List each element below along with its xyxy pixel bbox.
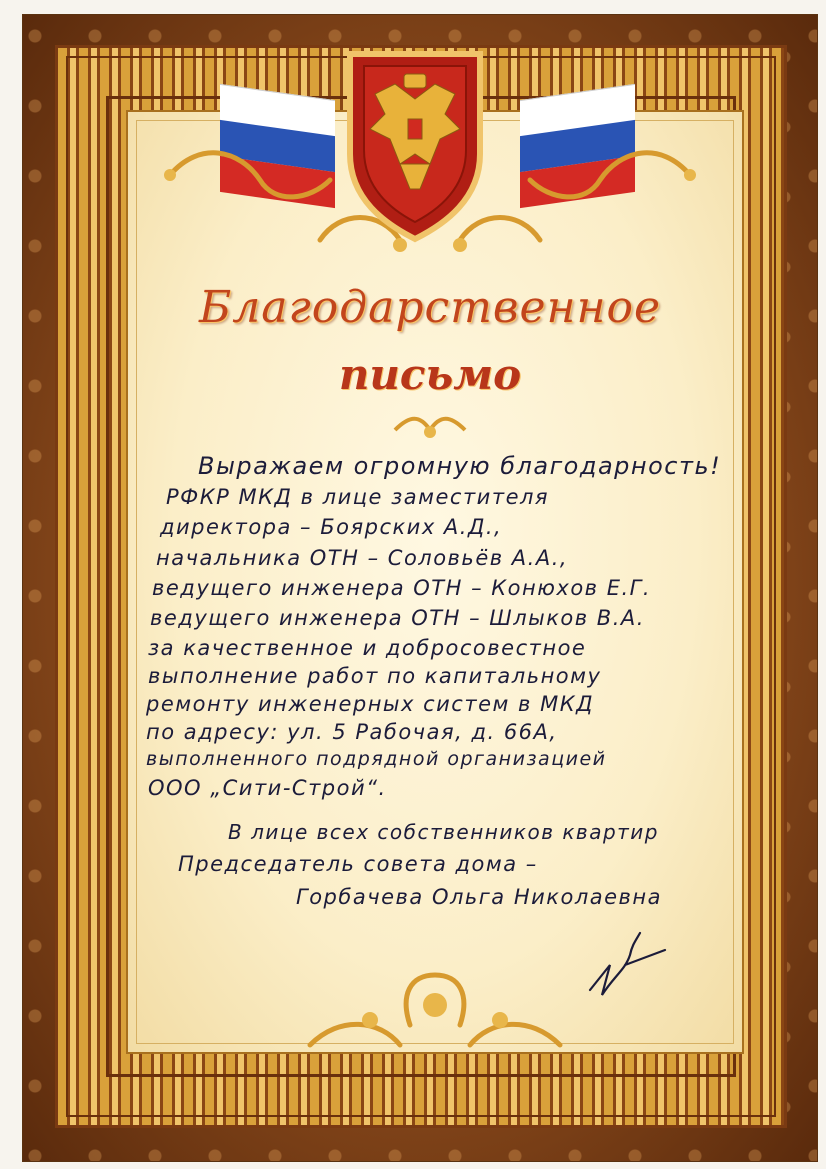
body-line-2: РФКР МКД в лице заместителя (166, 485, 550, 509)
bottom-ornament-icon (300, 965, 570, 1065)
closing-line-2: Председатель совета дома – (178, 852, 538, 876)
body-line-10: по адресу: ул. 5 Рабочая, д. 66А, (146, 720, 558, 744)
russian-coat-of-arms-icon (340, 44, 490, 244)
handwritten-signature (580, 925, 670, 1005)
closing-line-1: В лице всех собственников квартир (228, 820, 659, 844)
divider-ornament-icon (390, 410, 470, 450)
body-line-7: за качественное и добросовестное (148, 636, 587, 660)
title-line-2: письмо (338, 350, 522, 399)
body-line-12: ООО „Сити-Строй“. (148, 776, 387, 800)
body-line-5: ведущего инженера ОТН – Конюхов Е.Г. (152, 576, 652, 600)
body-line-8: выполнение работ по капитальному (148, 664, 602, 688)
body-line-4: начальника ОТН – Соловьёв А.А., (156, 546, 569, 570)
body-line-6: ведущего инженера ОТН – Шлыков В.А. (150, 606, 645, 630)
title-line-1: Благодарственное (198, 282, 662, 333)
body-line-3: директора – Боярских А.Д., (160, 515, 503, 539)
closing-line-3: Горбачева Ольга Николаевна (296, 885, 663, 909)
body-line-11: выполненного подрядной организацией (146, 748, 607, 770)
body-line-1: Выражаем огромную благодарность! (198, 452, 722, 480)
body-line-9: ремонту инженерных систем в МКД (146, 692, 595, 716)
